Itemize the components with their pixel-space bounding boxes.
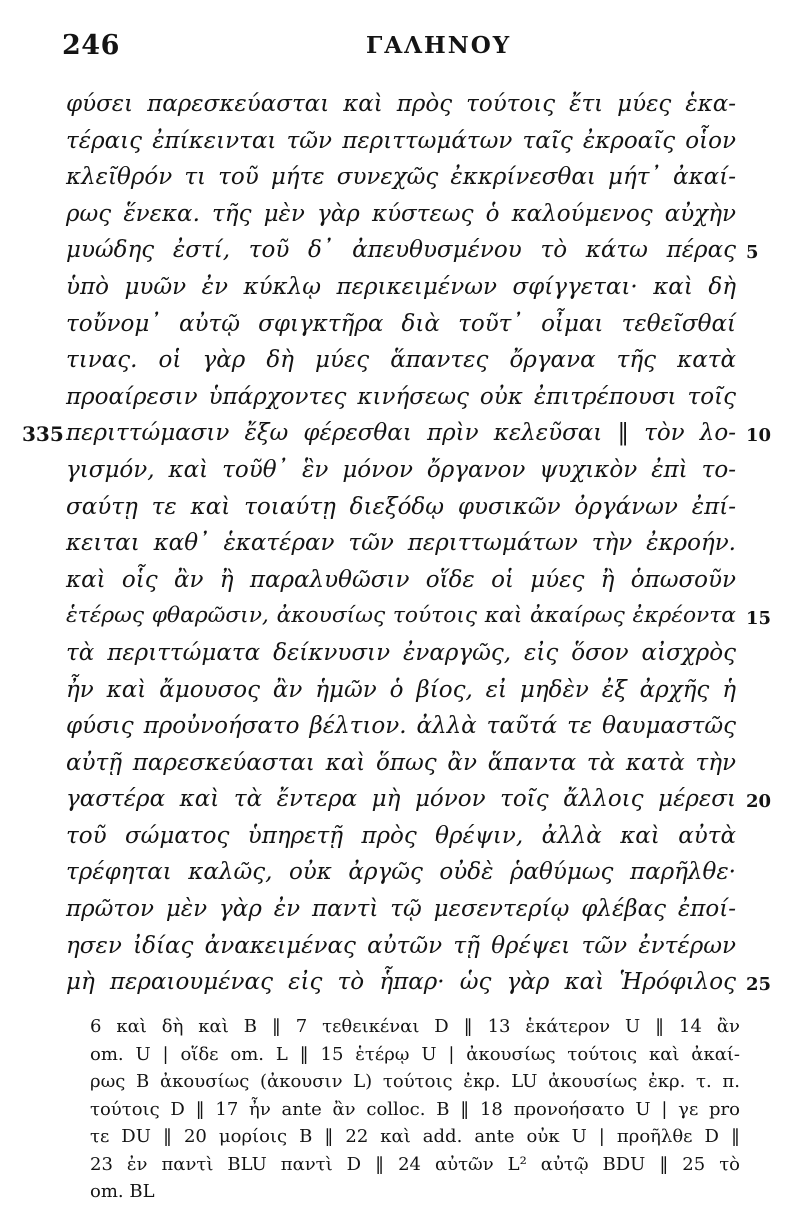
text-line: [0, 452, 800, 489]
line-text: φύσις προὐνοήσατο βέλτιον. ἀλλὰ ταῦτά τε θαυμαστῶς: [66, 713, 736, 740]
apparatus-line: [0, 1069, 800, 1097]
apparatus-line-text: ρως B ἀκουσίως (ἀκουσιν L) τούτοις ἐκρ. LU ἀκουσίως ἐκρ. τ. π.: [90, 1071, 740, 1092]
text-line: [0, 708, 800, 745]
text-line: [0, 781, 800, 818]
text-line: [0, 635, 800, 672]
line-text: τρέφηται καλῶς, οὐκ ἀργῶς οὐδὲ ῥαθύμως παρῆλθε·: [66, 859, 736, 886]
line-text: ησεν ἰδίας ἀνακειμένας αὐτῶν τῇ θρέψει τῶν ἐντέρων: [66, 932, 736, 959]
apparatus-line-text: om. BL: [90, 1181, 155, 1202]
apparatus-line-text: τούτοις D ‖ 17 ἦν ante ἂν colloc. B ‖ 18 προνοήσατο U | γε pro: [90, 1098, 740, 1120]
apparatus-line: [0, 1179, 800, 1207]
text-line: [0, 379, 800, 416]
running-title: ΓΑΛΗΝΟΥ: [366, 32, 512, 59]
text-line: [0, 672, 800, 709]
text-line: [0, 928, 800, 965]
line-text: τινας. οἱ γὰρ δὴ μύες ἅπαντες ὄργανα τῆς κατὰ: [66, 347, 736, 374]
line-text: σαύτῃ τε καὶ τοιαύτῃ διεξόδῳ φυσικῶν ὀργάνων ἐπί-: [66, 493, 736, 520]
margin-page-reference: 335: [22, 422, 64, 447]
text-line: [0, 415, 800, 452]
line-text: κλεῖθρόν τι τοῦ μήτε συνεχῶς ἐκκρίνεσθαι μήτ᾽ ἀκαί-: [66, 164, 736, 191]
text-line: [0, 745, 800, 782]
text-line: [0, 86, 800, 123]
text-line: [0, 854, 800, 891]
line-text: περιττώμασιν ἔξω φέρεσθαι πρὶν κελεῦσαι ‖ τὸν λο-: [66, 420, 736, 447]
apparatus-line: [0, 1124, 800, 1152]
text-line: [0, 232, 800, 269]
apparatus-line-text: 6 καὶ δὴ καὶ B ‖ 7 τεθεικέναι D ‖ 13 ἑκάτερον U ‖ 14 ἂν: [90, 1016, 740, 1037]
text-line: [0, 196, 800, 233]
line-text: ἑτέρως φθαρῶσιν, ἀκουσίως τούτοις καὶ ἀκαίρως ἐκρέοντα: [66, 603, 736, 629]
line-text: ὑπὸ μυῶν ἐν κύκλῳ περικειμένων σφίγγεται· καὶ δὴ: [66, 273, 736, 300]
text-line: [0, 123, 800, 160]
text-line: [0, 891, 800, 928]
text-line: [0, 964, 800, 1001]
line-text: μὴ περαιουμένας εἰς τὸ ἧπαρ· ὡς γὰρ καὶ Ἡρόφιλος: [66, 969, 736, 996]
line-text: τέραις ἐπίκεινται τῶν περιττωμάτων ταῖς ἐκροαῖς οἷον: [66, 127, 736, 154]
page-header: [0, 30, 800, 70]
apparatus-line-text: τε DU ‖ 20 μορίοις B ‖ 22 καὶ add. ante οὐκ U | προῆλθε D ‖: [90, 1126, 740, 1147]
line-text: τοὔνομ᾽ αὐτῷ σφιγκτῆρα διὰ τοῦτ᾽ οἶμαι τεθεῖσθαί: [66, 310, 736, 337]
line-text: γαστέρα καὶ τὰ ἔντερα μὴ μόνον τοῖς ἄλλοις μέρεσι: [66, 786, 736, 813]
apparatus-line: [0, 1014, 800, 1042]
line-text: μυώδης ἐστί, τοῦ δ᾽ ἀπευθυσμένου τὸ κάτω πέρας: [66, 237, 736, 264]
line-text: αὐτῇ παρεσκεύασται καὶ ὅπως ἂν ἅπαντα τὰ κατὰ τὴν: [66, 749, 736, 776]
line-number: 5: [746, 242, 759, 264]
line-number: 15: [746, 608, 772, 630]
line-text: κειται καθ᾽ ἑκατέραν τῶν περιττωμάτων τὴν ἐκροήν.: [66, 530, 736, 557]
text-line: [0, 562, 800, 599]
apparatus-line: [0, 1097, 800, 1125]
apparatus-line: [0, 1152, 800, 1180]
main-text: [0, 86, 800, 1001]
line-text: τὰ περιττώματα δείκνυσιν ἐναργῶς, εἰς ὅσον αἰσχρὸς: [66, 639, 736, 666]
line-text: πρῶτον μὲν γὰρ ἐν παντὶ τῷ μεσεντερίῳ φλέβας ἐποί-: [66, 896, 736, 923]
apparatus-line-text: 23 ἐν παντὶ BLU παντὶ D ‖ 24 αὐτῶν L² αὐτῷ BDU ‖ 25 τὸ: [90, 1153, 740, 1175]
line-text: ρως ἕνεκα. τῆς μὲν γὰρ κύστεως ὁ καλούμενος αὐχὴν: [66, 200, 736, 227]
page-number: 246: [62, 30, 120, 61]
apparatus-line: [0, 1042, 800, 1070]
line-text: φύσει παρεσκεύασται καὶ πρὸς τούτοις ἔτι μύες ἑκα-: [66, 91, 736, 117]
line-text: προαίρεσιν ὑπάρχοντες κινήσεως οὐκ ἐπιτρέπουσι τοῖς: [66, 383, 736, 410]
text-line: [0, 598, 800, 635]
text-line: [0, 159, 800, 196]
line-text: γισμόν, καὶ τοῦθ᾽ ἓν μόνον ὄργανον ψυχικὸν ἐπὶ το-: [66, 456, 736, 483]
text-line: [0, 525, 800, 562]
apparatus-line-text: om. U | οἵδε om. L ‖ 15 ἑτέρῳ U | ἀκουσίως τούτοις καὶ ἀκαί-: [90, 1043, 740, 1065]
critical-apparatus: [0, 1014, 800, 1207]
line-number: 10: [746, 425, 772, 447]
line-text: ἦν καὶ ἄμουσος ἂν ἡμῶν ὁ βίος, εἰ μηδὲν ἐξ ἀρχῆς ἡ: [66, 676, 736, 703]
text-line: [0, 342, 800, 379]
line-number: 25: [746, 974, 772, 996]
line-number: 20: [746, 791, 772, 813]
text-line: [0, 489, 800, 526]
line-text: καὶ οἷς ἂν ἢ παραλυθῶσιν οἵδε οἱ μύες ἢ ὁπωσοῦν: [66, 566, 736, 593]
text-line: [0, 818, 800, 855]
line-text: τοῦ σώματος ὑπηρετῇ πρὸς θρέψιν, ἀλλὰ καὶ αὐτὰ: [66, 822, 736, 849]
text-line: [0, 269, 800, 306]
text-line: [0, 306, 800, 343]
